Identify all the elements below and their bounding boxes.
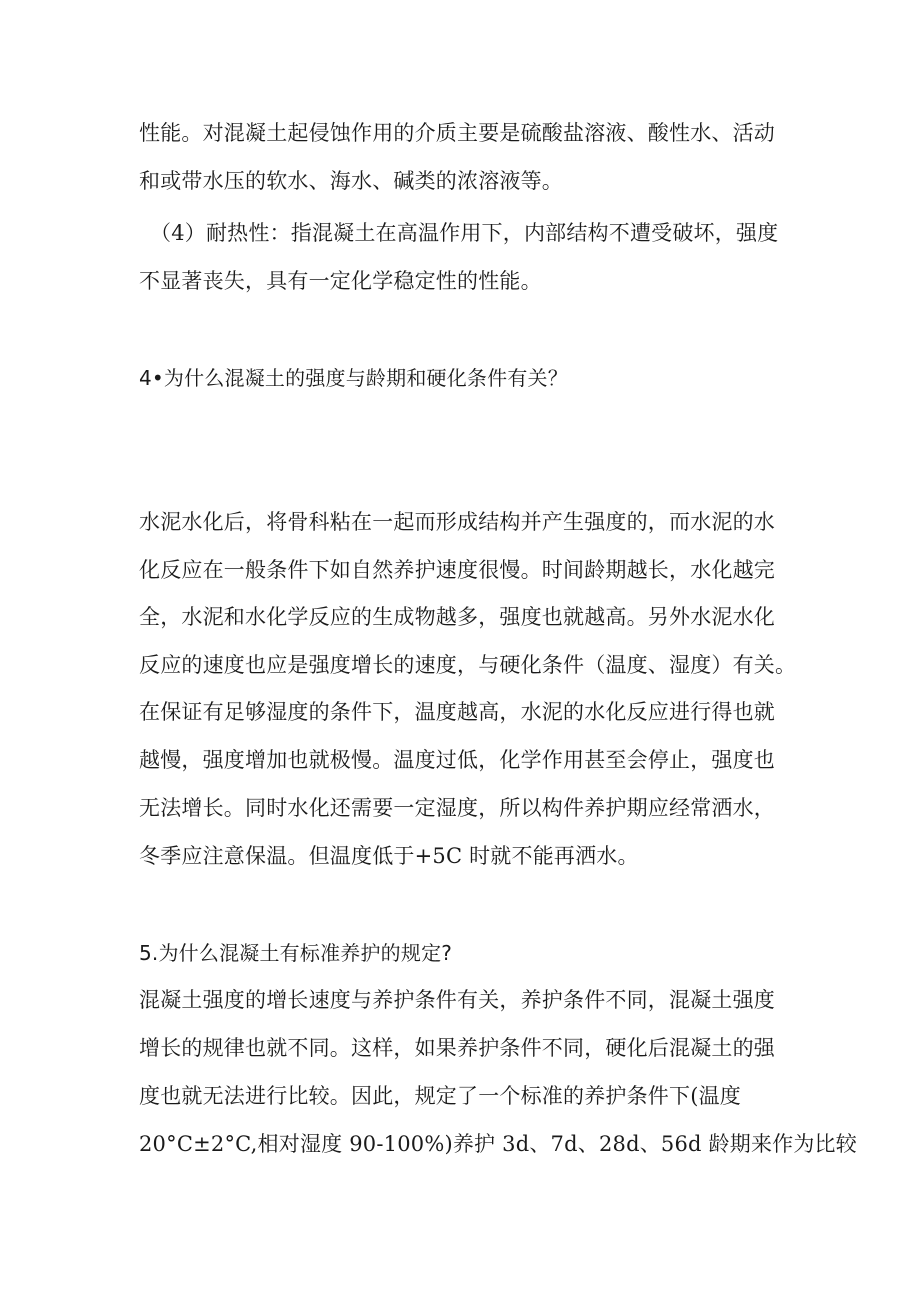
paragraph-line: 和或带水压的软水、海水、碱类的浓溶液等。 — [139, 169, 563, 193]
question-5-title: 5.为什么混凝土有标准养护的规定? — [139, 941, 453, 965]
paragraph-line: 无法增长。同时水化还需要一定湿度，所以构件养护期应经常洒水， — [139, 796, 775, 820]
paragraph-line: 度也就无法进行比较。因此，规定了一个标准的养护条件下(温度 — [139, 1084, 741, 1108]
paragraph-line: 20°C±2°C,相对湿度 90-100%)养护 3d、7d、28d、56d 龄期来作为比较 — [139, 1132, 857, 1156]
paragraph-line: 性能。对混凝土起侵蚀作用的介质主要是硫酸盐溶液、酸性水、活动 — [139, 121, 775, 145]
paragraph-line: 增长的规律也就不同。这样，如果养护条件不同，硬化后混凝土的强 — [139, 1036, 775, 1060]
list-item-heat-resistance: （4）耐热性：指混凝土在高温作用下，内部结构不遭受破坏，强度 — [150, 221, 779, 245]
paragraph-line: 不显著丧失，具有一定化学稳定性的性能。 — [139, 269, 542, 293]
paragraph-line: 全，水泥和水化学反应的生成物越多，强度也就越高。另外水泥水化 — [139, 605, 775, 629]
question-4-title: 4•为什么混凝土的强度与龄期和硬化条件有关？ — [139, 366, 568, 390]
paragraph-line: 反应的速度也应是强度增长的速度，与硬化条件（温度、湿度）有关。 — [139, 653, 797, 677]
paragraph-line: 越慢，强度增加也就极慢。温度过低，化学作用甚至会停止，强度也 — [139, 748, 775, 772]
paragraph-line: 化反应在一般条件下如自然养护速度很慢。时间龄期越长，水化越完 — [139, 558, 775, 582]
paragraph-line: 冬季应注意保温。但温度低于+5C 时就不能再洒水。 — [139, 844, 639, 868]
paragraph-line: 混凝土强度的增长速度与养护条件有关，养护条件不同，混凝土强度 — [139, 988, 775, 1012]
paragraph-line: 水泥水化后，将骨科粘在一起而形成结构并产生强度的，而水泥的水 — [139, 510, 775, 534]
paragraph-line: 在保证有足够湿度的条件下，温度越高，水泥的水化反应进行得也就 — [139, 700, 775, 724]
